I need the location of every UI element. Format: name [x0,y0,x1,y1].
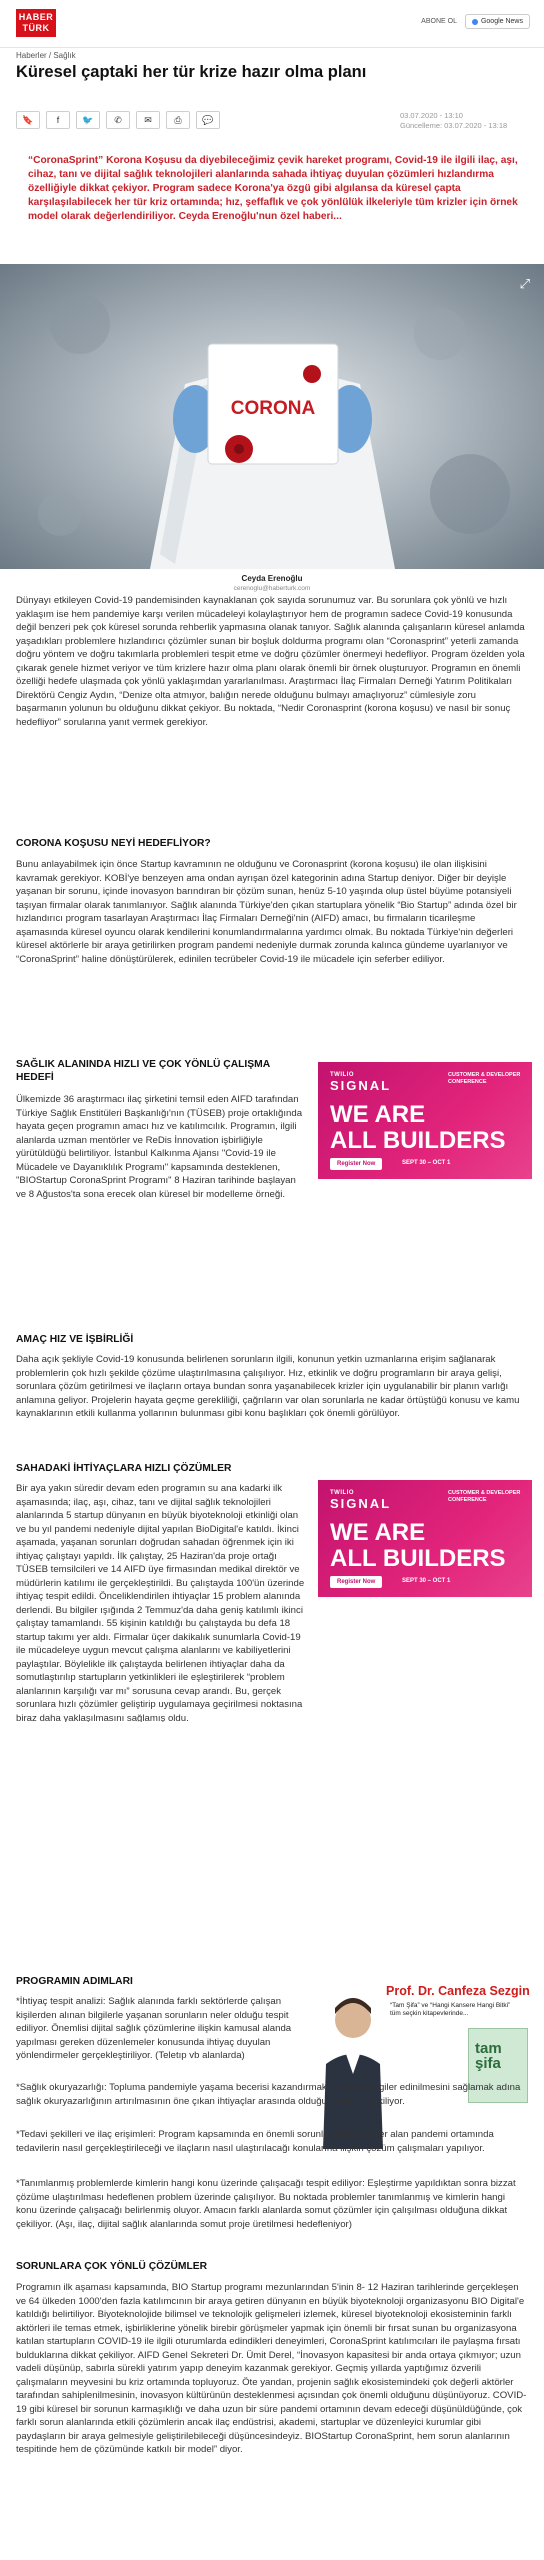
doctor-book-ad[interactable] [318,1980,532,2150]
google-news-icon [472,19,478,25]
ad-brand: SIGNAL [330,1078,392,1093]
ad-headline-line: ALL BUILDERS [330,1127,506,1154]
bookmark-icon[interactable]: 🔖 [16,111,40,129]
section-heading: SAĞLIK ALANINDA HIZLI VE ÇOK YÖNLÜ ÇALIŞMA HEDEFİ [16,1059,270,1083]
logo-bottom-text: TÜRK [22,23,50,33]
hero-image[interactable] [0,264,544,569]
ad-headline-line: WE ARE [330,1519,426,1546]
article-spot: “CoronaSprint” Korona Koşusu da diyebileceğimiz çevik hareket programı, Covid-19 ile ilgili ilaç, aşı, cihaz, tanı ve dijital sağlık teknolojileri alanlarında sahada ihtiyaç duyulan çözümleri hızlandırma özelliğiyle dikkat çekiyor. Program sadece Korona'ya özgü gibi algılansa da küresel çapta karşılaşılabilecek her tür kriz ortamında; hız, şeffaflık ve çok yönlülük ilkeleriyle tüm krizler için örnek model olarak değerlendiriliyor. Ceyda Erenoğlu'nun özel haberi... [28,155,518,222]
whatsapp-icon[interactable]: ✆ [106,111,130,129]
updated-date: Güncelleme: 03.07.2020 - 13:18 [400,121,508,130]
paragraph: *İhtiyaç tespit analizi: Sağlık alanında farklı sektörlerde çalışan kişilerden alınan bilgilerle yaşanan sorunların neler olduğu tespit ediliyor. Önemlisi dijital sağlık çözümlerine ilişkin kamusal alanda yapılması gereken düzenlemeler konusunda ihtiyaç duyulan yönlendirmeler gerçekleştiriliyor. (Teletıp vb alanlarda) [16,1996,292,2061]
ad-register-button[interactable]: Register Now [330,1576,382,1588]
paragraph: Bir aya yakın süredir devam eden programın su ana kadarki ilk aşamasında; ilaç, aşı, cihaz, tanı ve dijital sağlık teknolojileri alanlarında 5 startup dünyanın en büyük biyoteknoloji etkinliği olan ve bu yıl pandemi nedeniyle dijital yapılan BioDigital'e katıldı. İkinci aşamada, yaşanan sorunları doğrudan sahadan öğrenmek için iki ihtiyaç çalıştayı yapıldı. İlk çalıştay, 25 Haziran'da proje ortağı TÜSEB temsilcileri ve 14 AIFD üye firmasından medikal direktör ve müdürlerin katılımı ile gerçekleştirildi. Bu çalıştayda 100'ün üzerinde ihtiyaç tespit edildi. Önceliklendirilen ihtiyaçlar 15 problem alanında derlendi. Bu bilgiler ışığında 2 Temmuz'da daha geniş katılımlı ikinci çalıştay tamamlandı. 55 kişinin katıldığı bu çalıştayda bu defa 18 startup takımı yer aldı. Firmalar üçer dakikalık sunumlarla Covid-19 ile mücadeleye uygun mevcut çalışma alanlarını ve kabiliyetlerini paylaştılar. Böylelikle ilk çalıştayda belirlenen ihtiyaçlar daha da somutlaştırılıp startupların yetkinlikleri ile eşleştirilerek “problem alanlarının karşılığı var mı” sorusuna cevap arandı. Bu, gerçek sorunlara hızlı çözümler geliştirip uygulamaya geçirilmesi noktasına biraz daha yaklaşılmasını sağlamış oldu. [16,1483,305,1722]
subscribe-link[interactable]: ABONE OL [421,18,457,25]
ad-headline-line: ALL BUILDERS [330,1545,506,1572]
logo-top-text: HABER [18,12,54,22]
ad-brand-small: TWILIO [330,1072,354,1078]
ad-doctor-name: Prof. Dr. Canfeza Sezgin [386,1984,530,1998]
hero-illustration [0,264,544,569]
paragraph: *Sağlık okuryazarlığı: Topluma pandemiyle yaşama becerisi kazandırmak ve doğru bilgiler edinilmesini sağlamak adına sağlık okuryazarlığının artırılmasının öne çıkan ihtiyaçlar arasında olduğuna dikkat çekiliyor. [16,2082,521,2107]
section-heading: CORONA KOŞUSU NEYİ HEDEFLİYOR? [16,838,211,849]
comment-icon[interactable]: 💬 [196,111,220,129]
article-dates [400,111,507,131]
section-heading: AMAÇ HIZ VE İŞBİRLİĞİ [16,1334,134,1345]
print-icon[interactable]: ⎙ [166,111,190,129]
book-title-line: tam [475,2040,502,2057]
ad-brand-small: TWILIO [330,1490,354,1496]
paragraph: Daha açık şekliyle Covid-19 konusunda belirlenen sorunların ilgili, konunun yetkin uzmanlarına erişim sağlanarak problemlerin çok hızlı şekilde çözüme ulaştırılmasına çalışılıyor. Hız, etkinlik ve doğru programların bir araya gelişi, sorunlara çözüm getirilmesi ve ilaçların ortaya bundan sonra yaşanabilecek krizler için uygulanabilir bir planın varlığı anlamına geliyor. Projelerin hayata geçme gerekliliği, çağrıların var olan sorunlarla ne kadar örtüştüğü konusu ve kamu kaynaklarının etkili kullanma yollarının bulunması gibi konu başlıkları çok önemli görülüyor. [16,1354,520,1419]
paragraph: Dünyayı etkileyen Covid-19 pandemisinden kaynaklanan çok sayıda sorunumuz var. Bu sorunlara çok yönlü ve hızlı yaklaşım ise hem pandemiye karşı verilen mücadeleyi kolaylaştırıyor hem de programın sadece Covid-19 konusunda değil benzeri pek çok küresel sorunda rehberlik yapmasına olanak tanıyor. Sağlık alanında çalışanların küresel anlamda yaşadıkları problemlere hızlandırıcı çözümler sunan bir boşluk doldurma programı olan “Coronasprint” yeterli zamanda doğru yöntem ve doğru takımlarla problemleri tespit etme ve doğru çözümler önermeyi hedefliyor. Program özelden yola çıkarak genele hizmet veriyor ve tüm krizlere hazır olma planı olarak önemli bir örnek oluşturuyor. Programın en önemli özelliği hedefe ulaşmada çok yönlü yaklaşımdan yararlanılması. Araştırmacı İlaç Firmaları Derneği Yatırım Politikaları Direktörü Cengiz Aydın, “Denize olta atmıyor, balığın nerede olduğunu bulmayı amaçlıyoruz” cümlesiyle zoru başarmanın yolunun bu olduğunu dikkat çekiyor. Bu noktada, “Nedir Coronasprint (korona koşusu) ve nasıl bir sonuç hedefliyor” sorularına yanıt vermek gerekiyor. [16,595,525,728]
section-heading: SAHADAKİ İHTİYAÇLARA HIZLI ÇÖZÜMLER [16,1463,232,1474]
ad-register-button[interactable]: Register Now [330,1158,382,1170]
book-title-line: şifa [475,2055,501,2072]
section-heading: PROGRAMIN ADIMLARI [16,1976,133,1987]
ad-date: SEPT 30 – OCT 1 [402,1160,451,1166]
book-title [475,2041,502,2071]
author-name[interactable]: Ceyda Erenoğlu [241,574,303,583]
section-heading: SORUNLARA ÇOK YÖNLÜ ÇÖZÜMLER [16,2261,208,2272]
google-news-label: Google News [480,18,523,25]
corona-sign-text: CORONA [230,398,316,419]
paragraph: Programın ilk aşaması kapsamında, BIO Startup programı mezunlarından 5'inin 8- 12 Haziran tarihlerinde gerçekleşen ve 64 ülkeden 1000'den fazla katılımcının bir araya getiren dünyanın en büyük biyoteknoloji organizasyonu BIO Digital'e katıldığı belirtiliyor. Biyoteknolojide bilimsel ve teknolojik gelişmeleri izlemek, küresel biyoteknoloji ekosisteminin farklı aktörleri ile temas etmek, işbirliklerine yönelik birebir görüşmeler yapmak için önemli bir fırsat sunan bu organizasyona katılan startupların COVID-19 ile ilgili oturumlarda edindikleri deneyimleri, CoronaSprint katılımcıları ile paylaşma fırsatı bulduklarına dikkat çekiliyor. AIFD Genel Sekreteri Dr. Ümit Derel, “İnovasyon kapasitesi bir anda ortaya çıkmıyor; uzun vadeli düşünüp, sabırla sürekli yatırım yapıp deneyim kazanmak gerekiyor. Geçmiş yıllarda yaptığımız özverili çalışmaların meyvesini bu kriz ortamında topluyoruz. Öte yandan, projenin sağlık ekosistemindeki çok değerli aktörler tarafından sahiplenilmesinin, inovasyon kültürünün desteklenmesi açısından çok önemli olduğunu düşünüyoruz. COVID-19 gibi küresel bir sorunun karmaşıklığı ve daha uzun bir süre pandemi ortamının devam edeceği düşünüldüğünde, çok farklı sorun alanlarında etkili çözümlerin ancak ilaç endüstrisi, akademi, startuplar ve düzenleyici kurumlar gibi paydaşların bir araya gelmesiyle geliştirilebileceği düşüncesindeyiz. BIOStartup CoronaSprint, hem sorun alanlarının tespitinde hem de çözümünde katkılı bir model” diyor. [16,2282,527,2455]
signal-ad-1[interactable] [318,1062,532,1179]
ad-tagline: CUSTOMER & DEVELOPER CONFERENCE [448,1072,521,1085]
breadcrumb[interactable]: Haberler / Sağlık [16,51,76,60]
page-title: Küresel çaptaki her tür krize hazır olma planı [16,63,367,81]
paragraph: Ülkemizde 36 araştırmacı ilaç şirketini temsil eden AIFD tarafından Türkiye Sağlık Enstitüleri Başkanlığı'nın (TÜSEB) proje ortaklığında hayata geçen programın amacı hız ve katılımcılık. Programın, ilgili alanlarda uzman mentörler ve ReDis İnnovation işbirliğiyle yürütüldüğü belirtiliyor. İstanbul Kalkınma Ajansı "Covid-19 ile Mücadele ve Dayanıklılık Programı" kapsamında desteklenen, "BIOStartup CoronaSprint Programı" 8 Haziran tarihinde başlayan ve 8 Ağustos'ta sona erecek olan küresel bir modelleme örneği. [16,1094,303,1200]
facebook-icon[interactable]: f [46,111,70,129]
signal-ad-2[interactable] [318,1480,532,1597]
paragraph: Bunu anlayabilmek için önce Startup kavramının ne olduğunu ve Coronasprint (korona koşusu) ile olan ilişkisini kavramak gerekiyor. KOBİ'ye benzeyen ama ondan ayrışan özel kategorinin adına Startup deniyor. Diğer bir deyişle yaşanan bir sorunu, içinde inovasyon barındıran bir çözüm sunan, henüz 5-10 yaşında olup üstel büyüme potansiyeli taşıyan firmalar olarak tanımlanıyor. Sağlık alanında Türkiye'den çıkan startuplara yönelik “Bio Startup” adında özel bir hızlandırıcı program tasarlayan Araştırmacı İlaç Firmaları Derneği'nin (AIFD) amacı, bu firmaların ticarileşme aşamasında küresel oyuncu olarak kendilerini konumlandırmalarına yardımcı olmak. Bu noktada Türkiye'nin değerleri küresel aktörlerle bir araya getirilirken program pandemi nedeniyle durmak zorunda kalınca gündeme uyarlanıyor ve “CoronaSprint” haline dönüştürülerek, edinilen tecrübeler Covid-19 ile mücadele için seferber ediliyor. [16,859,517,965]
published-date: 03.07.2020 - 13:10 [400,111,463,120]
ad-headline-line: WE ARE [330,1101,426,1128]
google-news-button[interactable] [465,14,530,29]
expand-icon[interactable]: ⤢ [519,276,530,291]
ad-headline [330,1102,506,1154]
paragraph: *Tedavi şekilleri ve ilaç erişimleri: Program kapsamında en önemli sorunlar arasında yer alan pandemi ortamında tedavilerin nasıl gerçekleştirileceği ve ilaçların nasıl ulaştırılacağı konularına ilişkin çözüm çalışmaları yapılıyor. [16,2129,494,2154]
ad-brand: SIGNAL [330,1496,392,1511]
site-logo[interactable] [16,9,56,37]
paragraph: *Tanımlanmış problemlerde kimlerin hangi konu üzerinde çalışacağı tespit ediliyor: Eşleştirme yapıldıktan sonra bizzat çözüme ulaştırılması hedeflenen problem üzerinde çalışılıyor. Bu noktada problemler tanımlanmış ve kimlerin hangi konu üzerinde çalışacağı belirlenmiş oluyor. Amacın farklı alanlarda somut çözümler için çalışılması olduğuna dikkat çekiliyor. (Aşı, ilaç, dijital sağlık alanlarında somut proje üretilmesi hedefleniyor) [16,2178,516,2230]
image-caption [0,574,544,592]
share-bar [16,111,220,129]
doctor-photo [318,1984,388,2149]
site-header [0,0,544,48]
twitter-icon[interactable]: 🐦 [76,111,100,129]
ad-tagline: CUSTOMER & DEVELOPER CONFERENCE [448,1490,521,1503]
ad-headline [330,1520,506,1572]
author-email[interactable]: cerenoglu@haberturk.com [233,585,311,592]
ad-date: SEPT 30 – OCT 1 [402,1578,451,1584]
ad-doctor-subtitle: “Tam Şifa” ve “Hangi Kansere Hangi Bitki” tüm seçkin kitapevlerinde... [390,2002,511,2017]
email-icon[interactable]: ✉ [136,111,160,129]
